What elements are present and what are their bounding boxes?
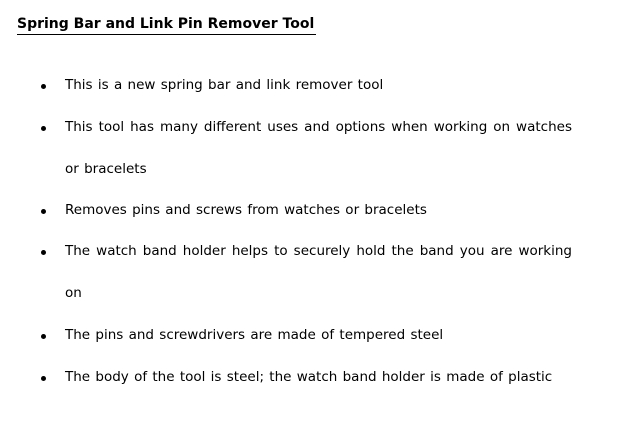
list-item-text: This tool has many different uses and options when working on watches or bracelets [65, 119, 572, 177]
bullet-icon [41, 250, 46, 255]
list-item-text: The body of the tool is steel; the watch band holder is made of plastic [65, 369, 553, 385]
list-item-text: The watch band holder helps to securely hold the band you are working on [65, 243, 572, 301]
list-item-text: Removes pins and screws from watches or bracelets [65, 202, 427, 218]
list-item-text: This is a new spring bar and link remover tool [65, 77, 384, 93]
bullet-icon [41, 84, 46, 89]
page-title: Spring Bar and Link Pin Remover Tool [17, 14, 316, 35]
list-item-text: The pins and screwdrivers are made of tempered steel [65, 327, 444, 343]
bullet-icon [41, 126, 46, 131]
bullet-icon [41, 334, 46, 339]
bullet-icon [41, 376, 46, 381]
bullet-icon [41, 209, 46, 214]
